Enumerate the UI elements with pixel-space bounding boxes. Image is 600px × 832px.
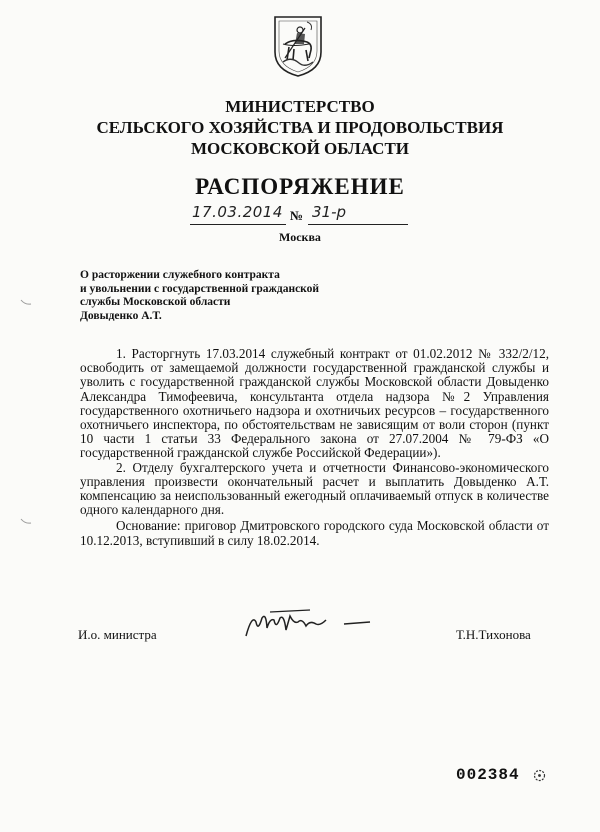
coat-of-arms-emblem xyxy=(271,14,325,78)
stamp-circle-icon xyxy=(533,769,546,782)
paragraph-2: 2. Отделу бухгалтерского учета и отчетности Финансово-экономического управления произвести окончательный расчет и выплатить Довыденко А.Т. компенсацию за неиспользованный ежегодный оплачиваемый отпуск в количестве одного календарного дня. xyxy=(80,459,549,518)
ministry-line-1: МИНИСТЕРСТВО xyxy=(225,97,375,116)
subject-block xyxy=(80,269,400,323)
margin-mark-icon xyxy=(20,298,32,306)
document-type-title: РАСПОРЯЖЕНИЕ xyxy=(195,174,405,199)
city-label: Москва xyxy=(279,230,321,244)
subject-line-4: Довыденко А.Т. xyxy=(80,309,162,322)
signatory-name: Т.Н.Тихонова xyxy=(456,627,531,642)
date-underline xyxy=(190,224,286,225)
number-underline xyxy=(308,224,408,225)
margin-mark-icon xyxy=(20,517,32,525)
moscow-oblast-coat-of-arms-icon xyxy=(271,14,325,78)
signatory-position: И.о. министра xyxy=(78,627,157,642)
document-number: 31-р xyxy=(312,203,347,221)
ministry-line-3: МОСКОВСКОЙ ОБЛАСТИ xyxy=(190,139,410,158)
number-label: № xyxy=(290,208,304,223)
document-body xyxy=(80,347,549,548)
document-date: 17.03.2014 xyxy=(192,203,283,221)
subject-line-2: и увольнении с государственной гражданской xyxy=(80,282,320,295)
subject-line-3: службы Московской области xyxy=(80,296,231,308)
ministry-line-2: СЕЛЬСКОГО ХОЗЯЙСТВА И ПРОДОВОЛЬСТВИЯ xyxy=(96,118,504,137)
ministry-name-block xyxy=(0,96,600,159)
serial-number: 002384 xyxy=(456,766,520,784)
basis-paragraph: Основание: приговор Дмитровского городского суда Московской области от 10.12.2013, вступивший в силу 18.02.2014. xyxy=(80,518,549,548)
handwritten-signature-icon xyxy=(240,608,400,642)
subject-line-1: О расторжении служебного контракта xyxy=(80,269,280,281)
paragraph-1: 1. Расторгнуть 17.03.2014 служебный контракт от 01.02.2012 № 332/2/12, освободить от замещаемой должности государственной гражданской службы и уволить с государственной гражданской службы Московской области Довыденко Александра Тимофеевича, консультанта отдела надзора №2 Управления государственного охотничьего надзора и охотничьих ресурсов – государственного охотничьего инспектора, по обстоятельствам не зависящим от воли сторон (пункт 10 части 1 статьи 33 Федерального закона от 27.07.2004 № 79-ФЗ «О государственной гражданской службе Российской Федерации»). xyxy=(80,346,549,461)
